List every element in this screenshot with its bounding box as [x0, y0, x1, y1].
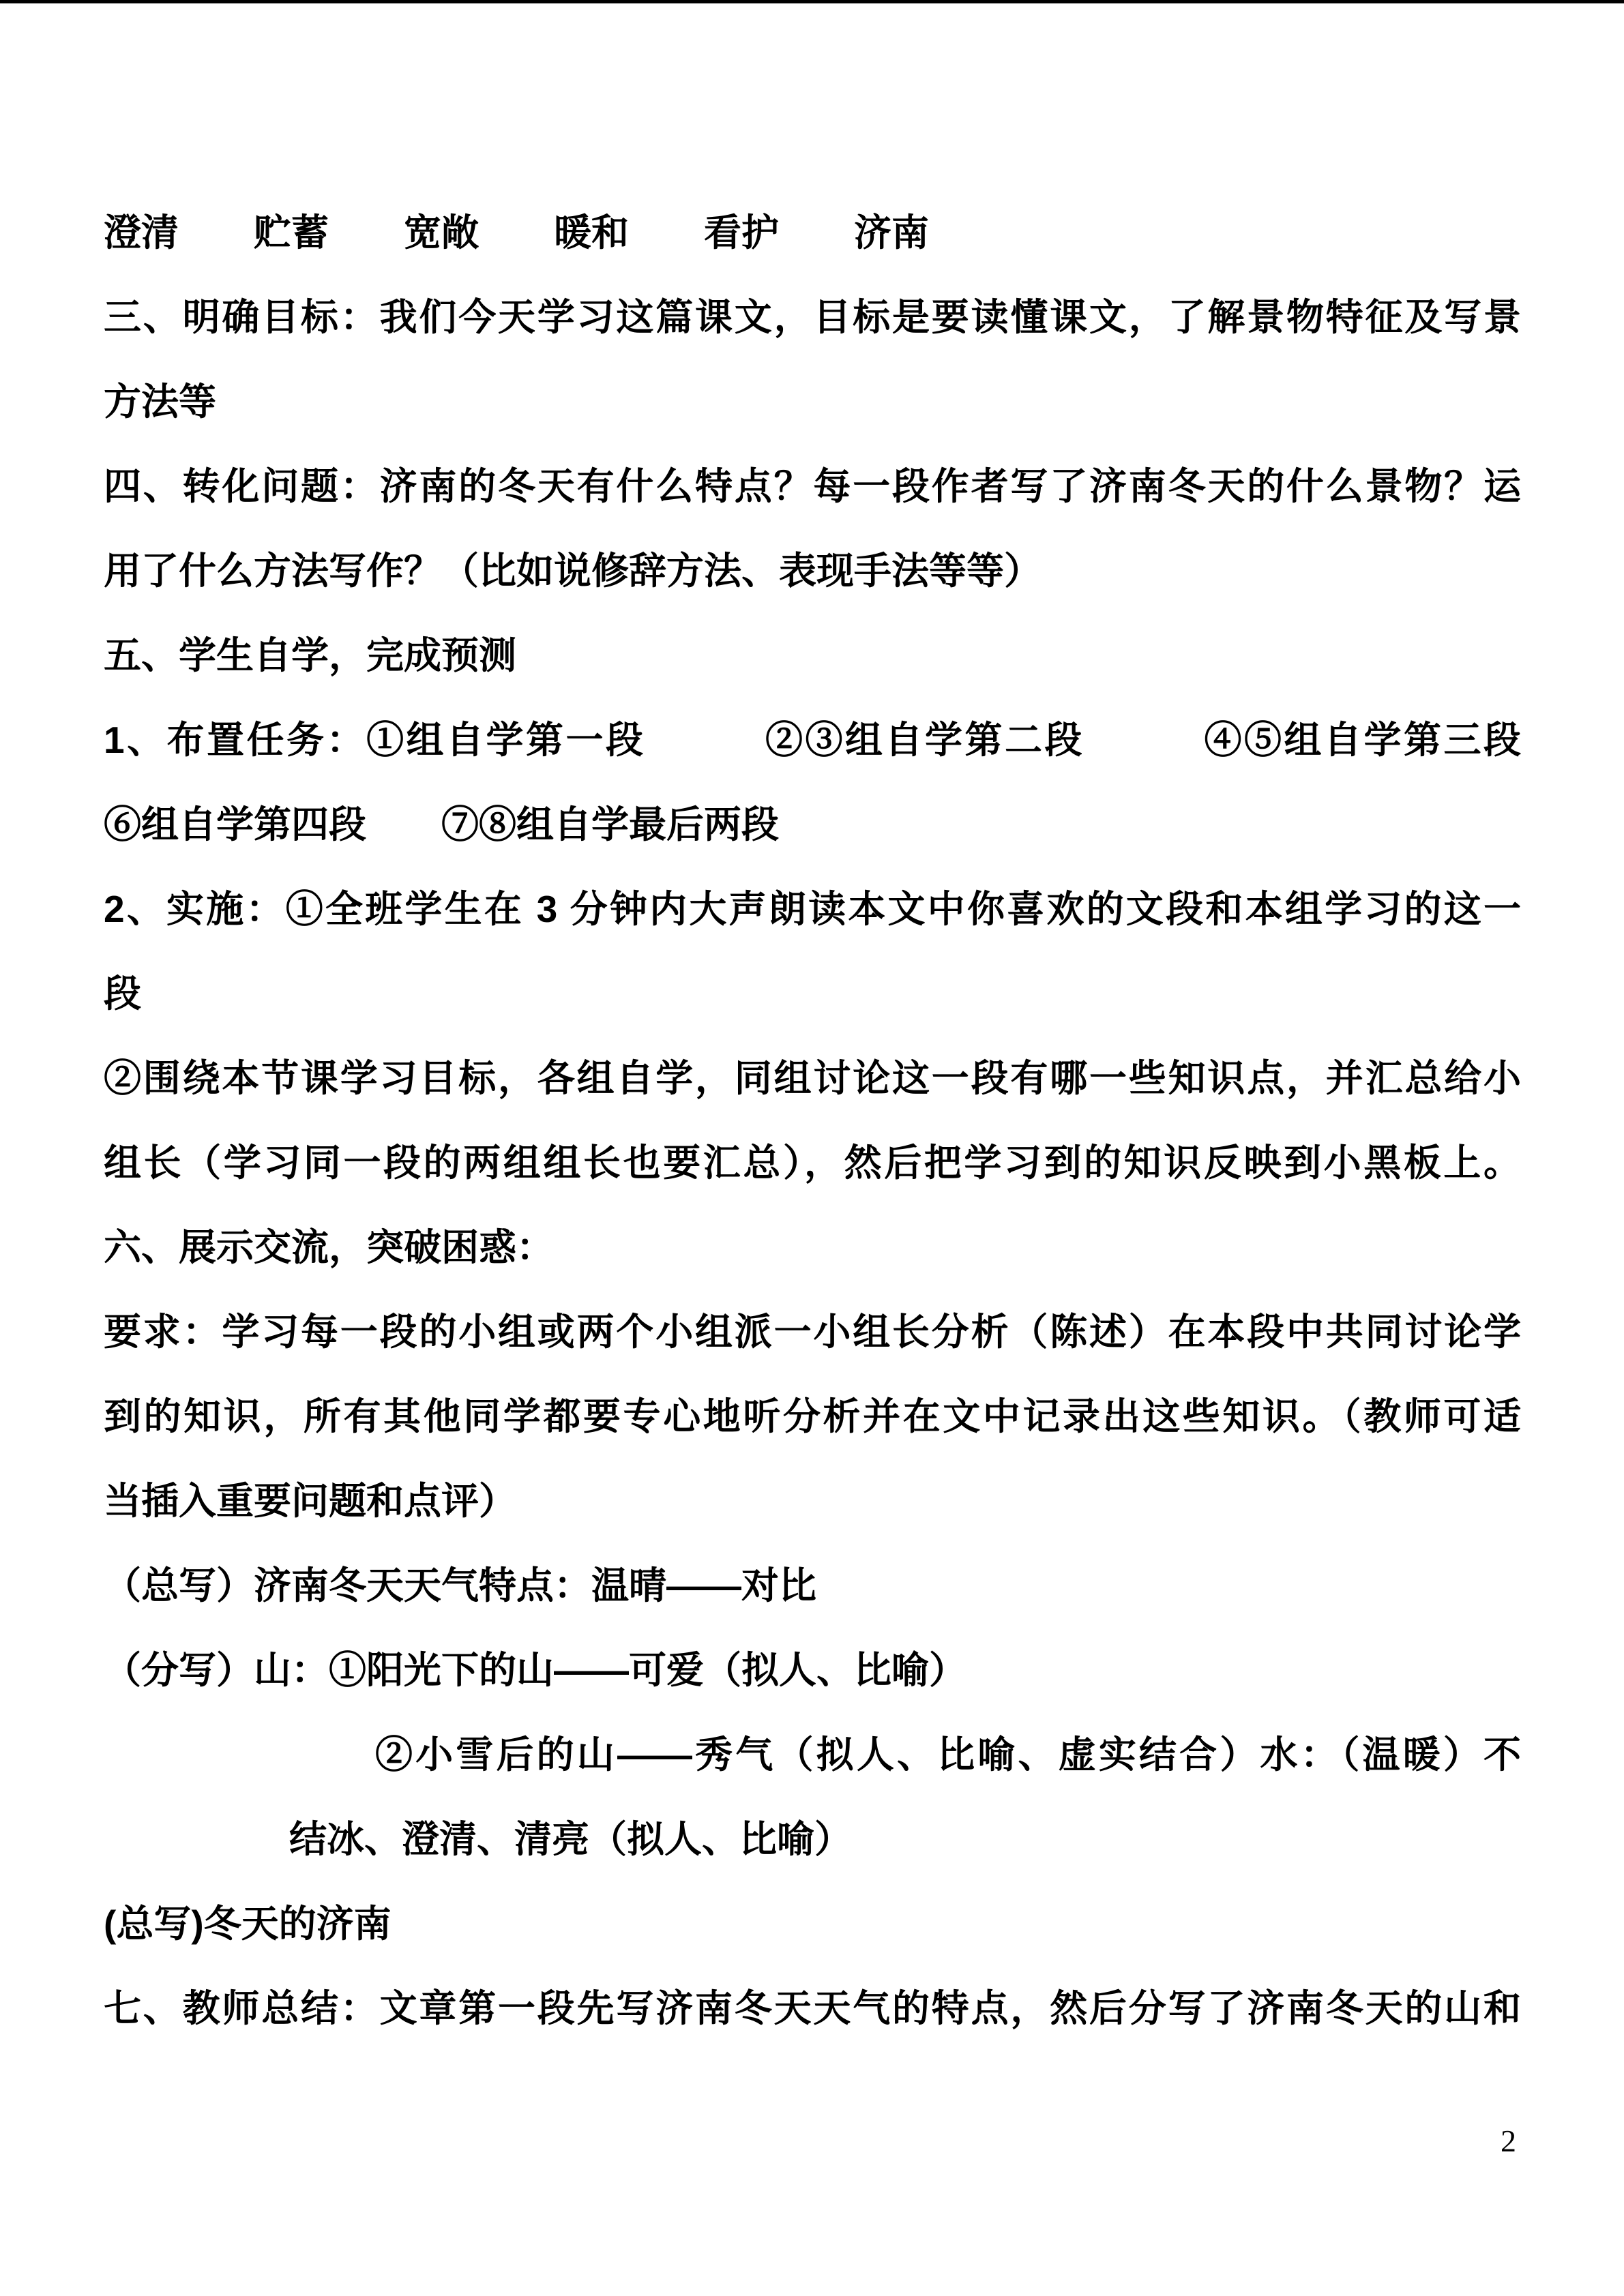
- text-line: 段: [104, 972, 142, 1015]
- scan-top-edge-artifact: [0, 0, 1624, 3]
- text-line: 方法等: [104, 381, 217, 423]
- task-assignment-line: ⑥组自学第四段 ⑦⑧组自学最后两段: [104, 803, 780, 846]
- text-line: 到的知识，所有其他同学都要专心地听分析并在文中记录出这些知识。（教师可适: [104, 1395, 1521, 1437]
- section-5-heading-line: 五、学生自学，完成预测: [104, 634, 517, 676]
- text-line: 组长（学习同一段的两组组长也要汇总），然后把学习到的知识反映到小黑板上。: [104, 1142, 1521, 1184]
- section-7-heading-line: 七、教师总结：文章第一段先写济南冬天天气的特点，然后分写了济南冬天的山和: [104, 1987, 1521, 2029]
- task-assignment-line: 1、布置任务：①组自学第一段 ②③组自学第二段 ④⑤组自学第三段: [104, 719, 1521, 761]
- section-6-heading-line: 六、展示交流，突破困惑：: [104, 1226, 555, 1268]
- text-line: 当插入重要问题和点评）: [104, 1480, 517, 1522]
- document-body: [104, 190, 1521, 2051]
- text-line: ②围绕本节课学习目标，各组自学，同组讨论这一段有哪一些知识点，并汇总给小: [104, 1057, 1521, 1099]
- requirements-line: 要求：学习每一段的小组或两个小组派一小组长分析（陈述）在本段中共同讨论学: [104, 1311, 1521, 1353]
- summary-water-line: 结冰、澄清、清亮（拟人、比喻）: [289, 1818, 853, 1860]
- section-3-heading-line: 三、明确目标：我们今天学习这篇课文，目标是要读懂课文，了解景物特征及写景: [104, 296, 1521, 338]
- text-line: 用了什么方法写作？（比如说修辞方法、表现手法等等）: [104, 550, 1042, 592]
- section-4-heading-line: 四、转化问题：济南的冬天有什么特点？每一段作者写了济南冬天的什么景物？运: [104, 465, 1521, 507]
- summary-mountain-line: （分写）山：①阳光下的山——可爱（拟人、比喻）: [104, 1649, 967, 1691]
- page-number: 2: [1501, 2123, 1516, 2158]
- vocabulary-words-line: 澄清 贮蓄 宽敞 暖和 看护 济南: [104, 211, 930, 254]
- summary-closing-line: (总写)冬天的济南: [104, 1903, 392, 1945]
- summary-snow-line: ②小雪后的山——秀气（拟人、比喻、虚实结合）水：（温暖）不: [375, 1733, 1521, 1776]
- summary-general-line: （总写）济南冬天天气特点：温晴——对比: [104, 1564, 817, 1607]
- implementation-line: 2、实施：①全班学生在 3 分钟内大声朗读本文中你喜欢的文段和本组学习的这一: [104, 888, 1521, 930]
